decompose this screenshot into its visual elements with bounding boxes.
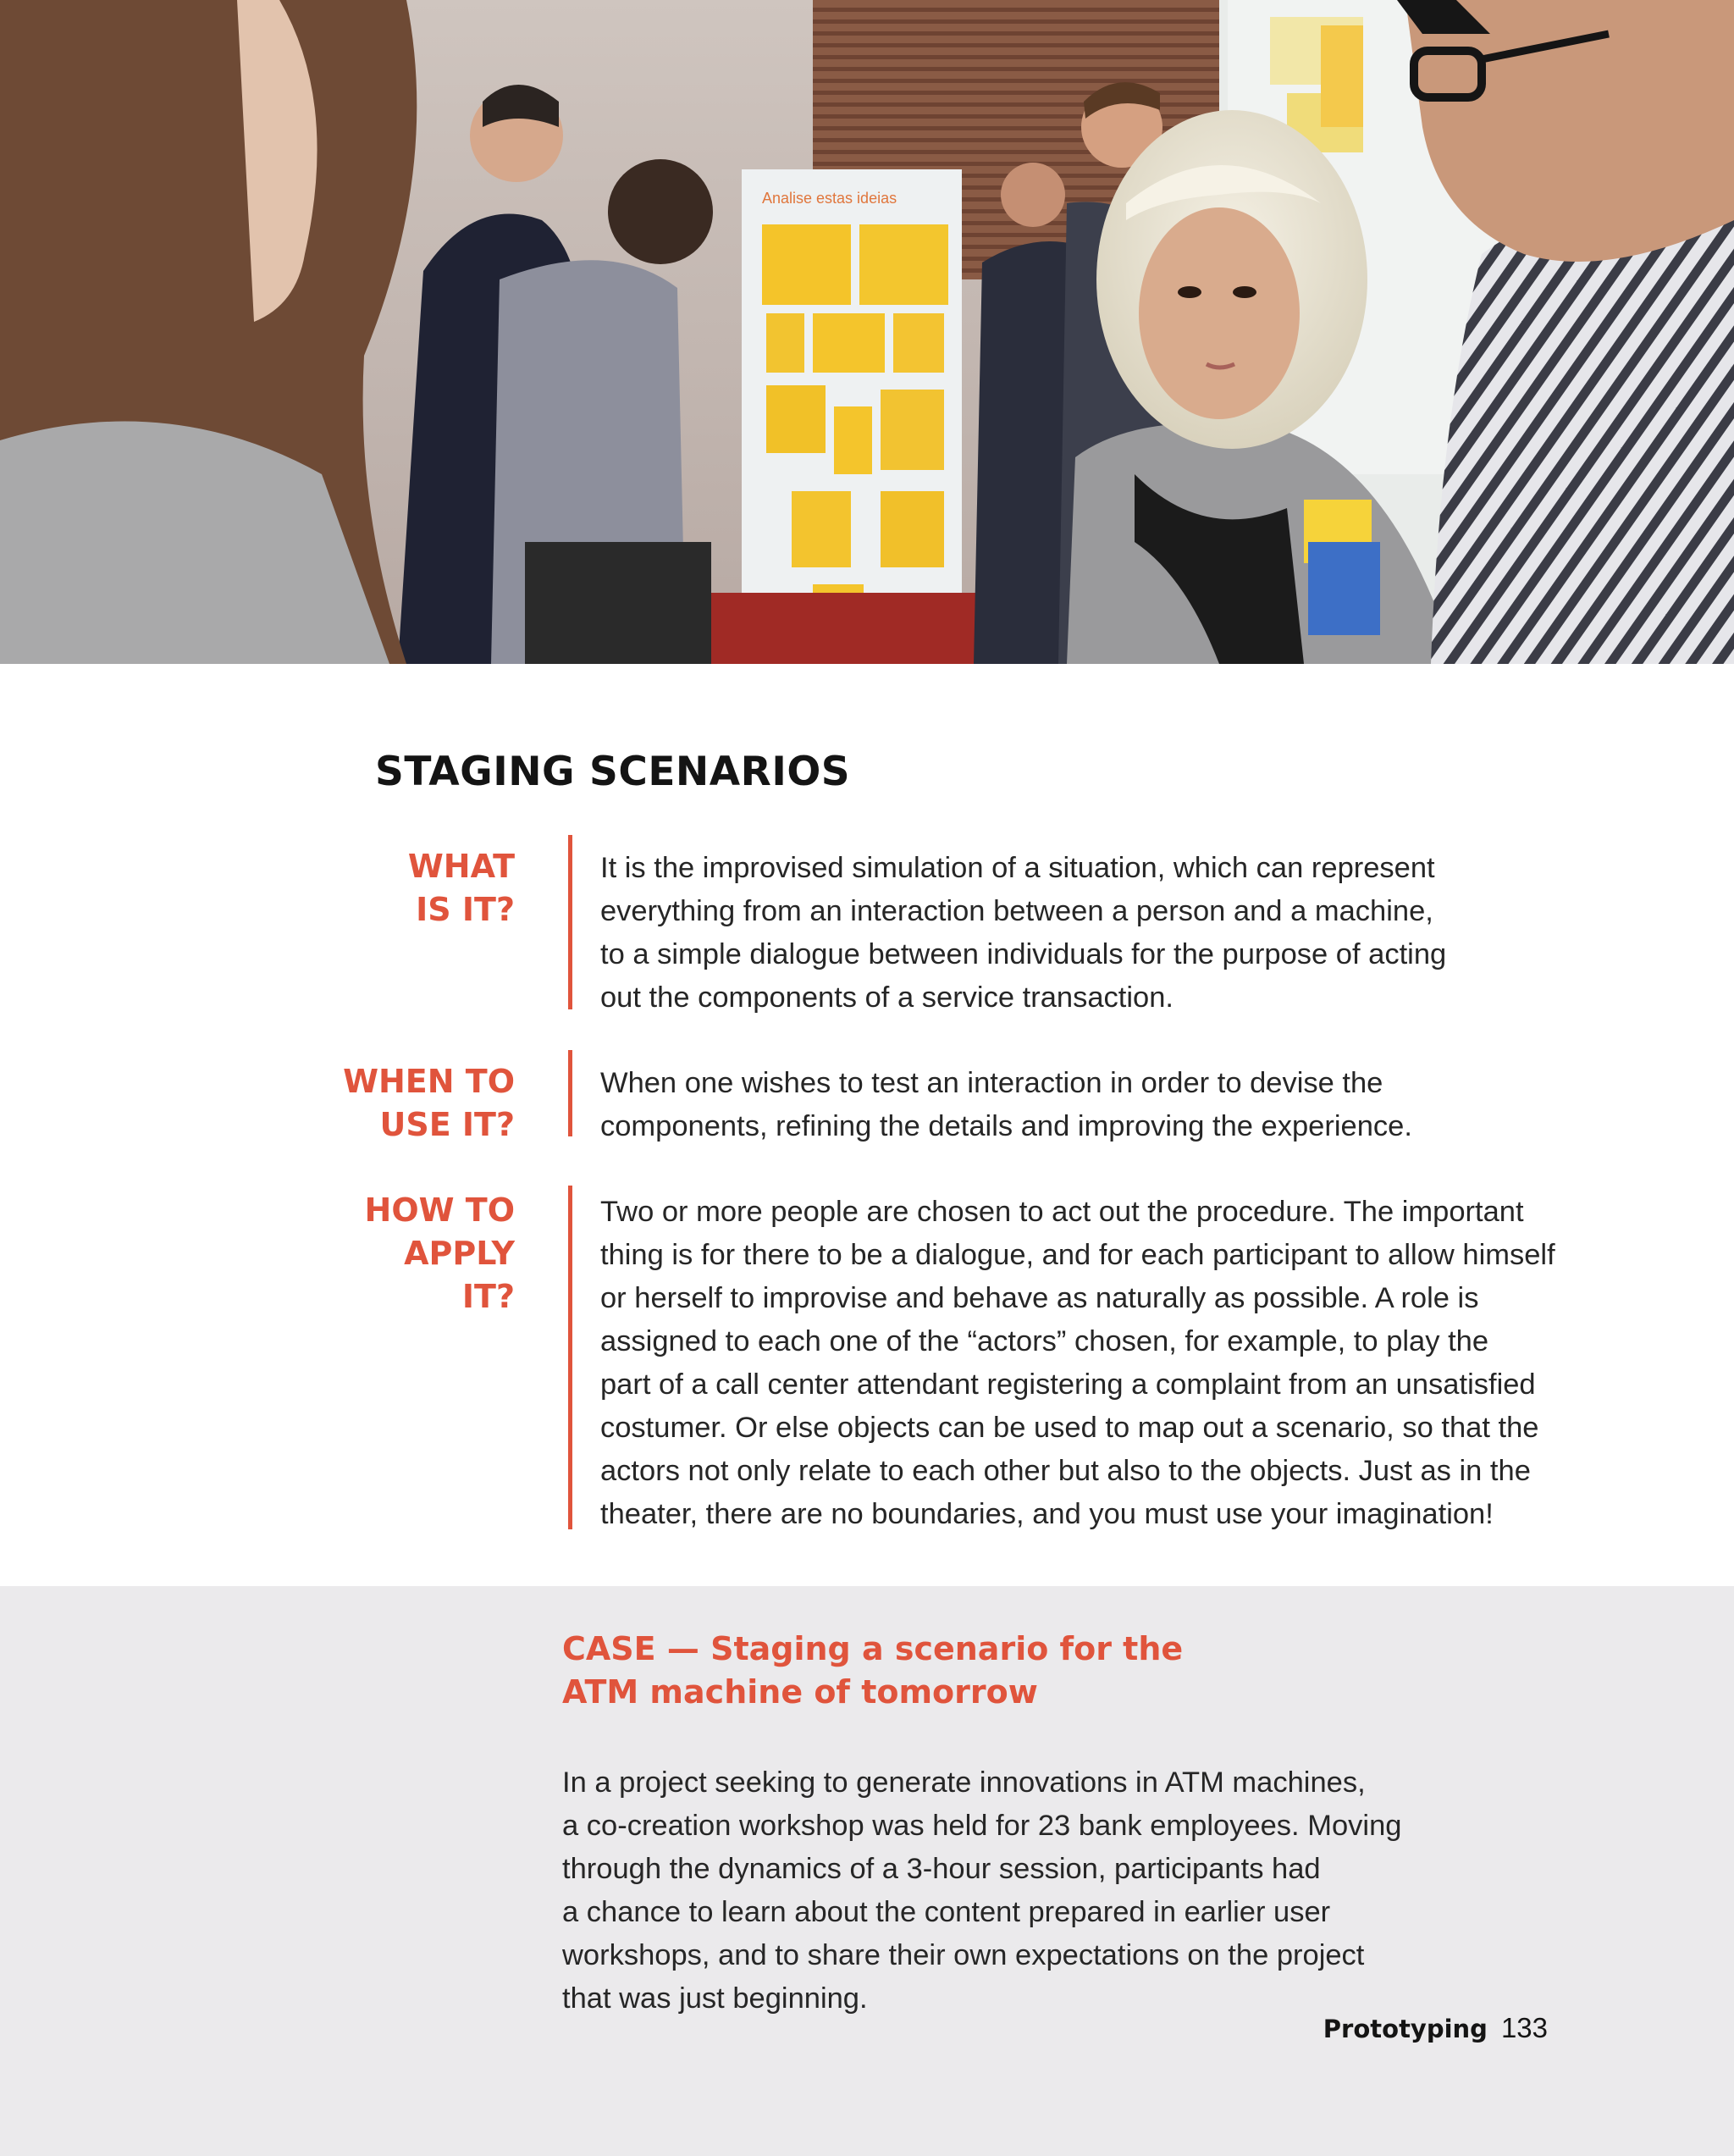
text-line: Two or more people are chosen to act out the procedure. The important	[600, 1196, 1524, 1228]
section-body-what	[600, 847, 1591, 1020]
section-label-when: WHEN TO USE IT?	[343, 1063, 515, 1143]
section-divider	[568, 835, 572, 1009]
section-divider	[568, 1050, 572, 1136]
text-line: to a simple dialogue between individuals for the purpose of acting	[600, 938, 1447, 970]
section-body-how	[600, 1191, 1591, 1536]
text-line: part of a call center attendant registering a complaint from an unsatisfied	[600, 1368, 1536, 1401]
page-title: STAGING SCENARIOS	[375, 749, 851, 795]
section-divider	[568, 1186, 572, 1529]
text-line: that was just beginning.	[562, 1982, 868, 2015]
text-line: assigned to each one of the “actors” chosen, for example, to play the	[600, 1325, 1489, 1357]
text-line: costumer. Or else objects can be used to map out a scenario, so that the	[600, 1412, 1539, 1444]
text-line: out the components of a service transaction.	[600, 981, 1173, 1014]
page-number: 133	[1500, 2012, 1548, 2043]
text-line: a co-creation workshop was held for 23 bank employees. Moving	[562, 1810, 1402, 1842]
foreground-woman-left	[0, 0, 417, 664]
text-line: through the dynamics of a 3-hour session, participants had	[562, 1853, 1321, 1885]
text-line: theater, there are no boundaries, and you must use your imagination!	[600, 1498, 1494, 1530]
text-line: In a project seeking to generate innovations in ATM machines,	[562, 1766, 1366, 1799]
sticky-note-board	[742, 169, 962, 661]
text-line: everything from an interaction between a person and a machine,	[600, 895, 1433, 927]
case-title	[562, 1628, 1183, 1714]
section-label-what: WHAT IS IT?	[407, 848, 515, 928]
section-body-when	[600, 1062, 1591, 1148]
text-line: actors not only relate to each other but also to the objects. Just as in the	[600, 1455, 1531, 1487]
hero-photo	[0, 0, 1734, 664]
text-line: When one wishes to test an interaction in order to devise the	[600, 1067, 1383, 1099]
section-label-how: HOW TO APPLY IT?	[364, 1191, 515, 1315]
page-footer	[1323, 2012, 1548, 2044]
text-line: components, refining the details and improving the experience.	[600, 1110, 1412, 1142]
board-heading: Analise estas ideias	[762, 190, 897, 207]
text-line: workshops, and to share their own expectations on the project	[562, 1939, 1365, 1971]
text-line: or herself to improvise and behave as naturally as possible. A role is	[600, 1282, 1479, 1314]
case-title-line: ATM machine of tomorrow	[562, 1673, 1038, 1711]
text-line: It is the improvised simulation of a situation, which can represent	[600, 852, 1435, 884]
footer-section-name: Prototyping	[1323, 2015, 1488, 2043]
case-title-line: CASE — Staging a scenario for the	[562, 1630, 1184, 1667]
text-line: a chance to learn about the content prepared in earlier user	[562, 1896, 1331, 1928]
case-body	[562, 1761, 1536, 2021]
text-line: thing is for there to be a dialogue, and for each participant to allow himself	[600, 1239, 1555, 1271]
